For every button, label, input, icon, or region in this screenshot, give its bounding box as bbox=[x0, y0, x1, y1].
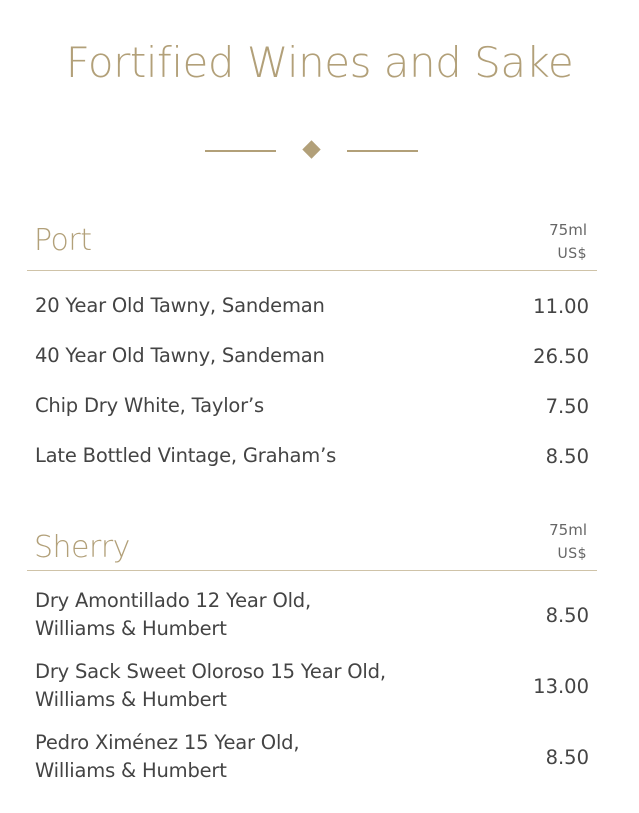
volume-label: 75ml bbox=[549, 521, 587, 539]
item-name: Chip Dry White, Taylor’s bbox=[35, 394, 264, 417]
item-price: 7.50 bbox=[545, 394, 589, 418]
list-item bbox=[27, 392, 597, 420]
section-title: Sherry bbox=[34, 530, 130, 565]
section-header bbox=[27, 518, 597, 570]
item-price: 13.00 bbox=[533, 674, 589, 698]
section-sherry bbox=[27, 518, 597, 782]
column-header bbox=[549, 518, 587, 566]
section-divider bbox=[27, 570, 597, 571]
item-price: 8.50 bbox=[545, 745, 589, 769]
item-price: 8.50 bbox=[545, 603, 589, 627]
ornament-rule-left bbox=[205, 150, 276, 152]
item-price: 26.50 bbox=[533, 344, 589, 368]
item-price: 11.00 bbox=[533, 294, 589, 318]
item-name: Dry Amontillado 12 Year Old, Williams & Humbert bbox=[35, 589, 311, 640]
ornament-rule-right bbox=[347, 150, 418, 152]
list-item bbox=[27, 442, 597, 470]
list-item bbox=[27, 292, 597, 320]
item-name: 40 Year Old Tawny, Sandeman bbox=[35, 344, 325, 367]
title-ornament bbox=[0, 140, 639, 162]
item-name: Dry Sack Sweet Oloroso 15 Year Old, Williams & Humbert bbox=[35, 660, 386, 711]
page-title: Fortified Wines and Sake bbox=[65, 38, 574, 87]
item-name: Pedro Ximénez 15 Year Old, Williams & Humbert bbox=[35, 731, 300, 782]
currency-label: US$ bbox=[557, 546, 587, 562]
list-item bbox=[27, 658, 597, 714]
column-header bbox=[549, 218, 587, 266]
item-name: Late Bottled Vintage, Graham’s bbox=[35, 444, 337, 467]
item-name: 20 Year Old Tawny, Sandeman bbox=[35, 294, 325, 317]
section-header bbox=[27, 218, 597, 270]
list-item bbox=[27, 342, 597, 370]
item-price: 8.50 bbox=[545, 444, 589, 468]
section-port bbox=[27, 218, 597, 468]
volume-label: 75ml bbox=[549, 221, 587, 239]
list-item bbox=[27, 729, 597, 785]
section-divider bbox=[27, 270, 597, 271]
currency-label: US$ bbox=[557, 246, 587, 262]
list-item bbox=[27, 587, 597, 643]
diamond-icon bbox=[302, 140, 320, 158]
section-title: Port bbox=[34, 223, 92, 258]
